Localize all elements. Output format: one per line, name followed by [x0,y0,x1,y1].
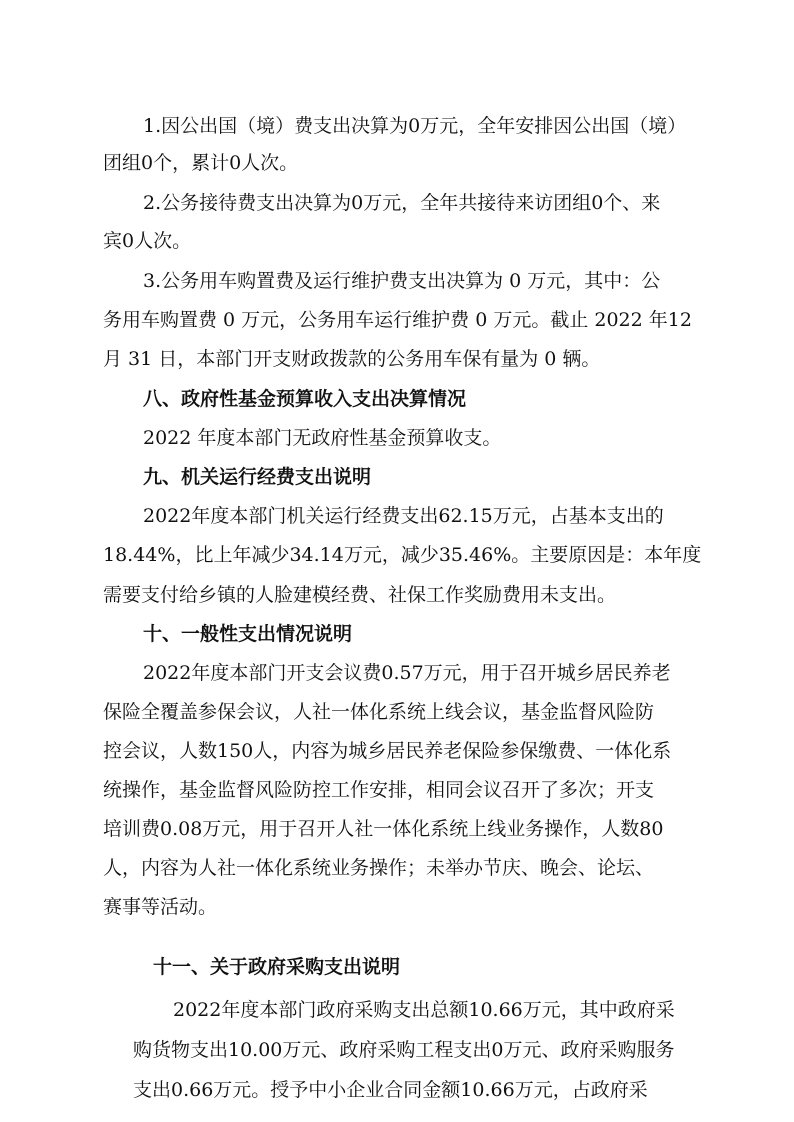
item-1-line-1: 1.因公出国（境）费支出决算为0万元，全年安排因公出国（境） [143,115,687,137]
item-2-line-1: 2.公务接待费支出决算为0万元，全年共接待来访团组0个、来 [143,192,661,214]
item-3-line-1: 3.公务用车购置费及运行维护费支出决算为 0 万元，其中：公 [143,270,661,292]
section-10-heading: 十、一般性支出情况说明 [143,623,353,645]
section-8-body-line-1: 2022 年度本部门无政府性基金预算收支。 [143,427,502,449]
section-9-body-line-2: 18.44%，比上年减少34.14万元，减少35.46%。主要原因是：本年度 [103,544,702,566]
section-10-body-line-3: 控会议，人数150人，内容为城乡居民养老保险参保缴费、一体化系 [103,740,672,762]
section-9-body-line-1: 2022年度本部门机关运行经费支出62.15万元，占基本支出的 [143,505,664,527]
section-10-body-line-6: 人，内容为人社一体化系统业务操作；未举办节庆、晚会、论坛、 [103,857,655,879]
section-10-body-line-4: 统操作，基金监督风险防控工作安排，相同会议召开了多次；开支 [103,779,655,801]
item-1-line-2: 团组0个，累计0人次。 [103,152,299,174]
section-11-heading: 十一、关于政府采购支出说明 [153,956,401,978]
section-11-body-line-3: 支出0.66万元。授予中小企业合同金额10.66万元，占政府采 [133,1079,648,1101]
section-11-body-line-2: 购货物支出10.00万元、政府采购工程支出0万元、政府采购服务 [133,1039,675,1061]
section-9-heading: 九、机关运行经费支出说明 [143,466,372,488]
item-3-line-2: 务用车购置费 0 万元，公务用车运行维护费 0 万元。截止 2022 年12 [103,309,692,331]
item-3-line-3: 月 31 日，本部门开支财政拨款的公务用车保有量为 0 辆。 [103,348,601,370]
section-11-body-line-1: 2022年度本部门政府采购支出总额10.66万元，其中政府采 [173,999,675,1021]
section-8-heading: 八、政府性基金预算收入支出决算情况 [143,388,467,410]
section-10-body-line-5: 培训费0.08万元，用于召开人社一体化系统上线业务操作，人数80 [103,818,664,840]
section-10-body-line-2: 保险全覆盖参保会议，人社一体化系统上线会议，基金监督风险防 [103,701,655,723]
item-2-line-2: 宾0人次。 [103,230,192,252]
section-10-body-line-1: 2022年度本部门开支会议费0.57万元，用于召开城乡居民养老 [143,662,671,684]
section-9-body-line-3: 需要支付给乡镇的人脸建模经费、社保工作奖励费用未支出。 [103,584,617,606]
section-10-body-line-7: 赛事等活动。 [103,896,218,918]
